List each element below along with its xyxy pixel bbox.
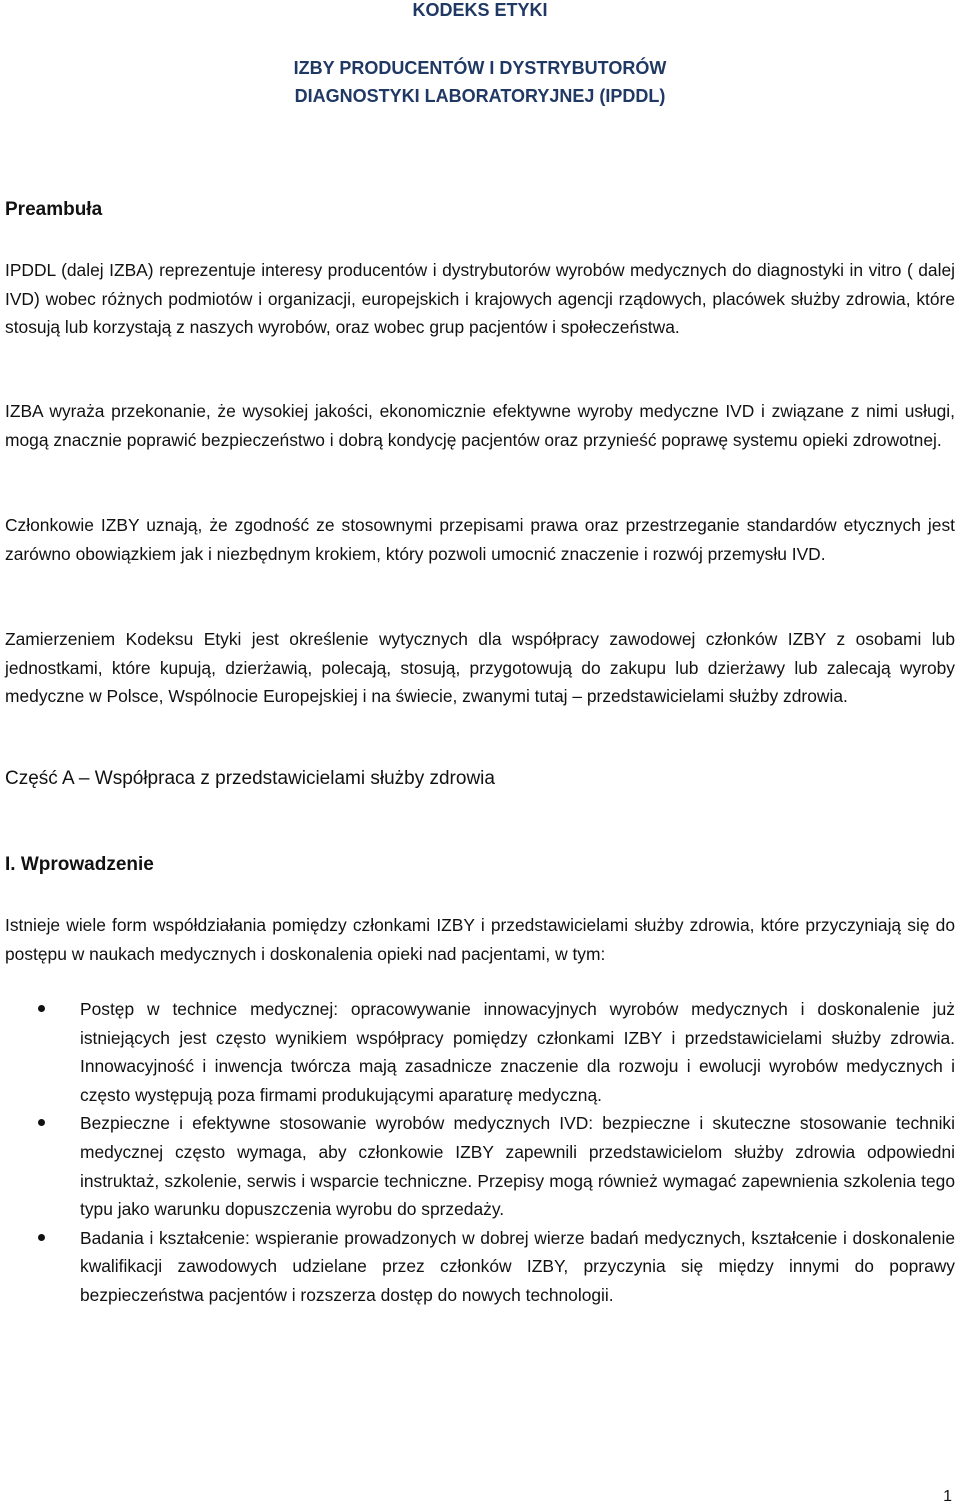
list-item xyxy=(0,1109,955,1223)
bullet-text: Postęp w technice medycznej: opracowywanie innowacyjnych wyrobów medycznych i doskonalenie już istniejących jest często wynikiem współpracy pomiędzy członkami IZBY i przedstawicielami służby zdrowia. Innowacyjność i inwencja twórcza mają zasadnicze znaczenie dla rozwoju i ewolucji wyrobów medycznych i często występują poza firmami produkującymi aparaturę medyczną. xyxy=(80,999,955,1105)
paragraph-3: Członkowie IZBY uznają, że zgodność ze stosownymi przepisami prawa oraz przestrzeganie standardów etycznych jest zarówno obowiązkiem jak i niezbędnym krokiem, który pozwoli umocnić znaczenie i rozwój przemysłu IVD. xyxy=(5,515,955,564)
bullet-icon xyxy=(38,1119,45,1126)
section-heading: I. Wprowadzenie xyxy=(5,854,154,875)
intro-paragraph: Istnieje wiele form współdziałania pomiędzy członkami IZBY i przedstawicielami służby zdrowia, które przyczyniają się do postępu w naukach medycznych i doskonalenia opieki nad pacjentami, w tym: xyxy=(5,915,955,964)
paragraph-1: IPDDL (dalej IZBA) reprezentuje interesy producentów i dystrybutorów wyrobów medycznych do diagnostyki in vitro ( dalej IVD) wobec różnych podmiotów i organizacji, europejskich i krajowych agencji rządowych, placówek służby zdrowia, które stosują lub korzystają z naszych wyrobów, oraz wobec grup pacjentów i społeczeństwa. xyxy=(5,260,955,338)
paragraph-2: IZBA wyraża przekonanie, że wysokiej jakości, ekonomicznie efektywne wyroby medyczne IVD i związane z nimi usługi, mogą znacznie poprawić bezpieczeństwo i dobrą kondycję pacjentów oraz przynieść poprawę systemu opieki zdrowotnej. xyxy=(5,401,955,450)
bullet-text: Badania i kształcenie: wspieranie prowadzonych w dobrej wierze badań medycznych, kształcenie i doskonalenie kwalifikacji zawodowych udzielane przez członków IZBY, przyczynia się między innymi do poprawy bezpieczeństwa pacjentów i rozszerza dostęp do nowych technologii. xyxy=(80,1227,955,1305)
document-subtitle-line2: DIAGNOSTYKI LABORATORYJNEJ (IPDDL) xyxy=(294,86,666,106)
document-subtitle-line1: IZBY PRODUCENTÓW I DYSTRYBUTORÓW xyxy=(293,58,667,78)
bullet-list xyxy=(0,995,960,1310)
page-number: 1 xyxy=(943,1488,952,1505)
paragraph-4: Zamierzeniem Kodeksu Etyki jest określenie wytycznych dla współpracy zawodowej członków IZBY z osobami lub jednostkami, które kupują, dzierżawią, polecają, stosują, przygotowują do zakupu lub dzierżawy lub zalecają wyroby medyczne w Polsce, Wspólnocie Europejskiej i na świecie, zwanymi tutaj – przedstawicielami służby zdrowia. xyxy=(5,629,955,707)
document-title: KODEKS ETYKI xyxy=(412,0,548,20)
part-heading: Część A – Współpraca z przedstawicielami służby zdrowia xyxy=(5,768,495,789)
list-item xyxy=(0,995,955,1109)
list-item xyxy=(0,1224,955,1310)
preamble-heading: Preambuła xyxy=(5,199,103,220)
bullet-text: Bezpieczne i efektywne stosowanie wyrobów medycznych IVD: bezpieczne i skuteczne stosowanie techniki medycznej często wymaga, aby członkowie IZBY zapewnili przedstawicielom służby zdrowia odpowiedni instruktaż, szkolenie, serwis i wsparcie techniczne. Przepisy mogą również wymagać zapewnienia szkolenia tego typu jako warunku dopuszczenia wyrobu do sprzedaży. xyxy=(80,1113,955,1220)
bullet-icon xyxy=(38,1234,45,1241)
bullet-icon xyxy=(38,1005,45,1012)
